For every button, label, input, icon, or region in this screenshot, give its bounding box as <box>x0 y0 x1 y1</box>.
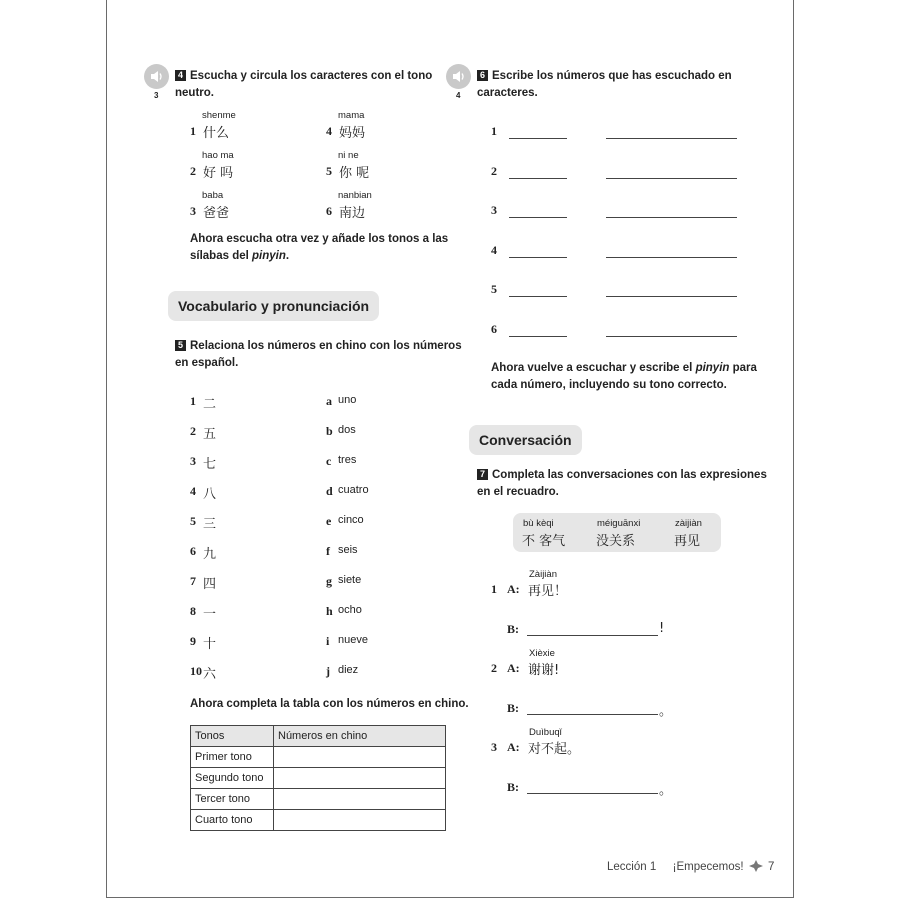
match-letter: j <box>326 664 330 678</box>
answer-line-long[interactable] <box>606 336 737 337</box>
chinese-numeral[interactable]: 九 <box>203 547 217 562</box>
match-letter: g <box>326 574 332 588</box>
track-number: 3 <box>154 91 159 100</box>
item-number: 4 <box>326 124 332 138</box>
section-title-vocabulario: Vocabulario y pronunciación <box>168 291 379 321</box>
chinese-numeral[interactable]: 十 <box>203 637 217 652</box>
spanish-number[interactable]: cuatro <box>338 484 369 496</box>
match-letter: e <box>326 514 332 528</box>
table-row-label: Tercer tono <box>191 789 274 810</box>
dialogue-pinyin: Xièxie <box>529 648 555 659</box>
workbook-page <box>106 0 794 898</box>
item-number: 4 <box>190 484 196 498</box>
speaker-a-line: 谢谢! <box>528 663 560 678</box>
dialogue-number: 3 <box>491 740 497 754</box>
chinese-numeral[interactable]: 八 <box>203 487 217 502</box>
row-number: 2 <box>491 163 497 178</box>
answer-line-short[interactable] <box>509 217 567 218</box>
answer-line-short[interactable] <box>509 257 567 258</box>
pinyin-label: nanbian <box>338 190 372 201</box>
answer-line-short[interactable] <box>509 138 567 139</box>
chinese-numeral[interactable]: 二 <box>203 397 217 412</box>
expression-pinyin: bù kèqi <box>523 518 554 529</box>
speaker-b-label: B: <box>507 701 519 715</box>
answer-line[interactable] <box>527 793 658 794</box>
dialogue-number: 2 <box>491 661 497 675</box>
chinese-numeral[interactable]: 七 <box>203 457 217 472</box>
item-number: 1 <box>190 124 196 138</box>
answer-cell[interactable] <box>274 768 446 789</box>
chinese-characters[interactable]: 爸爸 <box>203 206 230 221</box>
row-number: 6 <box>491 322 497 336</box>
item-number: 3 <box>190 204 196 218</box>
ex7-instruction: 7 Completa las conversaciones con las expresiones en el recuadro. <box>477 469 767 498</box>
speaker-a-line: 再见！ <box>528 584 568 599</box>
dialogue-number: 1 <box>491 582 497 596</box>
ex5-table-instruction: Ahora completa la tabla con los números en chino. <box>190 698 469 710</box>
spanish-number[interactable]: dos <box>338 424 356 436</box>
row-number: 4 <box>491 242 497 257</box>
pinyin-label: hao ma <box>202 150 234 161</box>
chinese-numeral[interactable]: 四 <box>203 577 217 592</box>
chinese-characters[interactable]: 什么 <box>203 126 230 141</box>
speaker-a-label: A: <box>507 582 520 596</box>
speaker-a-line: 对不起。 <box>528 742 581 757</box>
match-letter: f <box>326 544 330 558</box>
audio-speaker-icon[interactable] <box>144 64 169 89</box>
expression-pinyin: méiguānxi <box>597 518 641 529</box>
ex5-instruction: 5 Relaciona los números en chino con los números en español. <box>175 340 462 369</box>
item-number: 5 <box>190 514 196 528</box>
match-letter: a <box>326 394 332 408</box>
item-number: 6 <box>190 544 196 558</box>
ex4-followup: Ahora escucha otra vez y añade los tonos a las sílabas del pinyin. <box>190 233 449 262</box>
audio-speaker-icon[interactable] <box>446 64 471 89</box>
table-header-numeros: Números en chino <box>274 726 446 747</box>
pinyin-label: baba <box>202 190 224 201</box>
section-title-conversacion: Conversación <box>469 425 582 455</box>
chinese-numeral[interactable]: 一 <box>203 607 217 622</box>
table-row-label: Segundo tono <box>191 768 274 789</box>
answer-line-long[interactable] <box>606 138 737 139</box>
item-number: 3 <box>190 454 196 468</box>
table-row <box>191 810 446 831</box>
answer-cell[interactable] <box>274 747 446 768</box>
table-row-label: Cuarto tono <box>191 810 274 831</box>
item-number: 9 <box>190 634 196 648</box>
row-number: 5 <box>491 282 497 297</box>
chinese-numeral[interactable]: 三 <box>203 517 217 532</box>
exercise-number: 5 <box>175 340 186 351</box>
chinese-characters[interactable]: 好 吗 <box>203 166 234 181</box>
answer-cell[interactable] <box>274 789 446 810</box>
answer-line-short[interactable] <box>509 178 567 179</box>
answer-line-long[interactable] <box>606 178 737 179</box>
table-header-row <box>191 726 446 747</box>
match-letter: c <box>326 454 332 468</box>
item-number: 5 <box>326 164 332 178</box>
match-letter: b <box>326 424 333 438</box>
chinese-numeral[interactable]: 六 <box>203 667 217 682</box>
answer-line-short[interactable] <box>509 336 567 337</box>
table-row <box>191 768 446 789</box>
item-number: 6 <box>326 204 332 218</box>
spanish-number[interactable]: uno <box>338 394 357 406</box>
answer-line[interactable] <box>527 714 658 715</box>
expression-pinyin: zàijiàn <box>675 518 702 529</box>
dialogue-end-punctuation: ! <box>659 621 665 636</box>
dialogue-end-punctuation: 。 <box>659 783 673 798</box>
table-row <box>191 789 446 810</box>
table-row-label: Primer tono <box>191 747 274 768</box>
chinese-characters[interactable]: 妈妈 <box>339 126 366 141</box>
answer-line-long[interactable] <box>606 257 737 258</box>
answer-line[interactable] <box>527 635 658 636</box>
spanish-number[interactable]: cinco <box>338 514 364 526</box>
footer-title: ¡Empecemos! <box>672 861 744 873</box>
spanish-number[interactable]: ocho <box>338 604 362 616</box>
row-number: 3 <box>491 203 497 218</box>
expression-characters[interactable]: 没关系 <box>596 534 636 549</box>
track-number: 4 <box>456 91 461 100</box>
expression-characters[interactable]: 不 客气 <box>522 534 566 549</box>
tones-table <box>190 725 446 831</box>
exercise-number: 6 <box>477 70 488 81</box>
ex4-instruction: 4 Escucha y circula los caracteres con el tono neutro. <box>175 70 433 99</box>
dialogue-pinyin: Duìbuqǐ <box>529 727 562 738</box>
item-number: 2 <box>190 164 196 178</box>
chinese-characters[interactable]: 南边 <box>339 206 366 221</box>
row-number: 1 <box>491 124 497 138</box>
speaker-a-label: A: <box>507 740 520 754</box>
item-number: 1 <box>190 394 196 408</box>
spanish-number[interactable]: seis <box>338 544 358 556</box>
footer-ornament-icon <box>749 860 763 875</box>
match-letter: d <box>326 484 333 498</box>
chinese-numeral[interactable]: 五 <box>203 427 217 442</box>
spanish-number[interactable]: diez <box>338 664 359 676</box>
spanish-number[interactable]: tres <box>338 454 357 466</box>
pinyin-label: mama <box>338 110 365 121</box>
table-header-tonos: Tonos <box>191 726 274 747</box>
exercise-number: 7 <box>477 469 488 480</box>
speaker-b-label: B: <box>507 622 519 636</box>
item-number: 7 <box>190 574 196 588</box>
exercise-number: 4 <box>175 70 186 81</box>
speaker-a-label: A: <box>507 661 520 675</box>
pinyin-label: shenme <box>202 110 236 121</box>
pinyin-label: ni ne <box>338 150 359 161</box>
spanish-number[interactable]: nueve <box>338 634 368 646</box>
item-number: 10 <box>190 664 202 678</box>
item-number: 8 <box>190 604 196 618</box>
page-number: 7 <box>767 861 775 873</box>
footer-lesson: Lección 1 <box>607 861 657 873</box>
answer-line-long[interactable] <box>606 217 737 218</box>
chinese-characters[interactable]: 你 呢 <box>339 166 370 181</box>
ex6-followup: Ahora vuelve a escuchar y escribe el pinyin para cada número, incluyendo su tono correcto. <box>491 362 757 391</box>
match-letter: h <box>326 604 333 618</box>
table-row <box>191 747 446 768</box>
ex6-instruction: 6 Escribe los números que has escuchado en caracteres. <box>477 70 732 99</box>
spanish-number[interactable]: siete <box>338 574 362 586</box>
expression-characters[interactable]: 再见 <box>674 534 701 549</box>
match-letter: i <box>326 634 330 648</box>
dialogue-end-punctuation: 。 <box>659 704 673 719</box>
speaker-b-label: B: <box>507 780 519 794</box>
item-number: 2 <box>190 424 196 438</box>
answer-cell[interactable] <box>274 810 446 831</box>
footer <box>607 860 774 875</box>
dialogue-pinyin: Zàijiàn <box>529 569 557 580</box>
answer-line-short[interactable] <box>509 296 567 297</box>
answer-line-long[interactable] <box>606 296 737 297</box>
